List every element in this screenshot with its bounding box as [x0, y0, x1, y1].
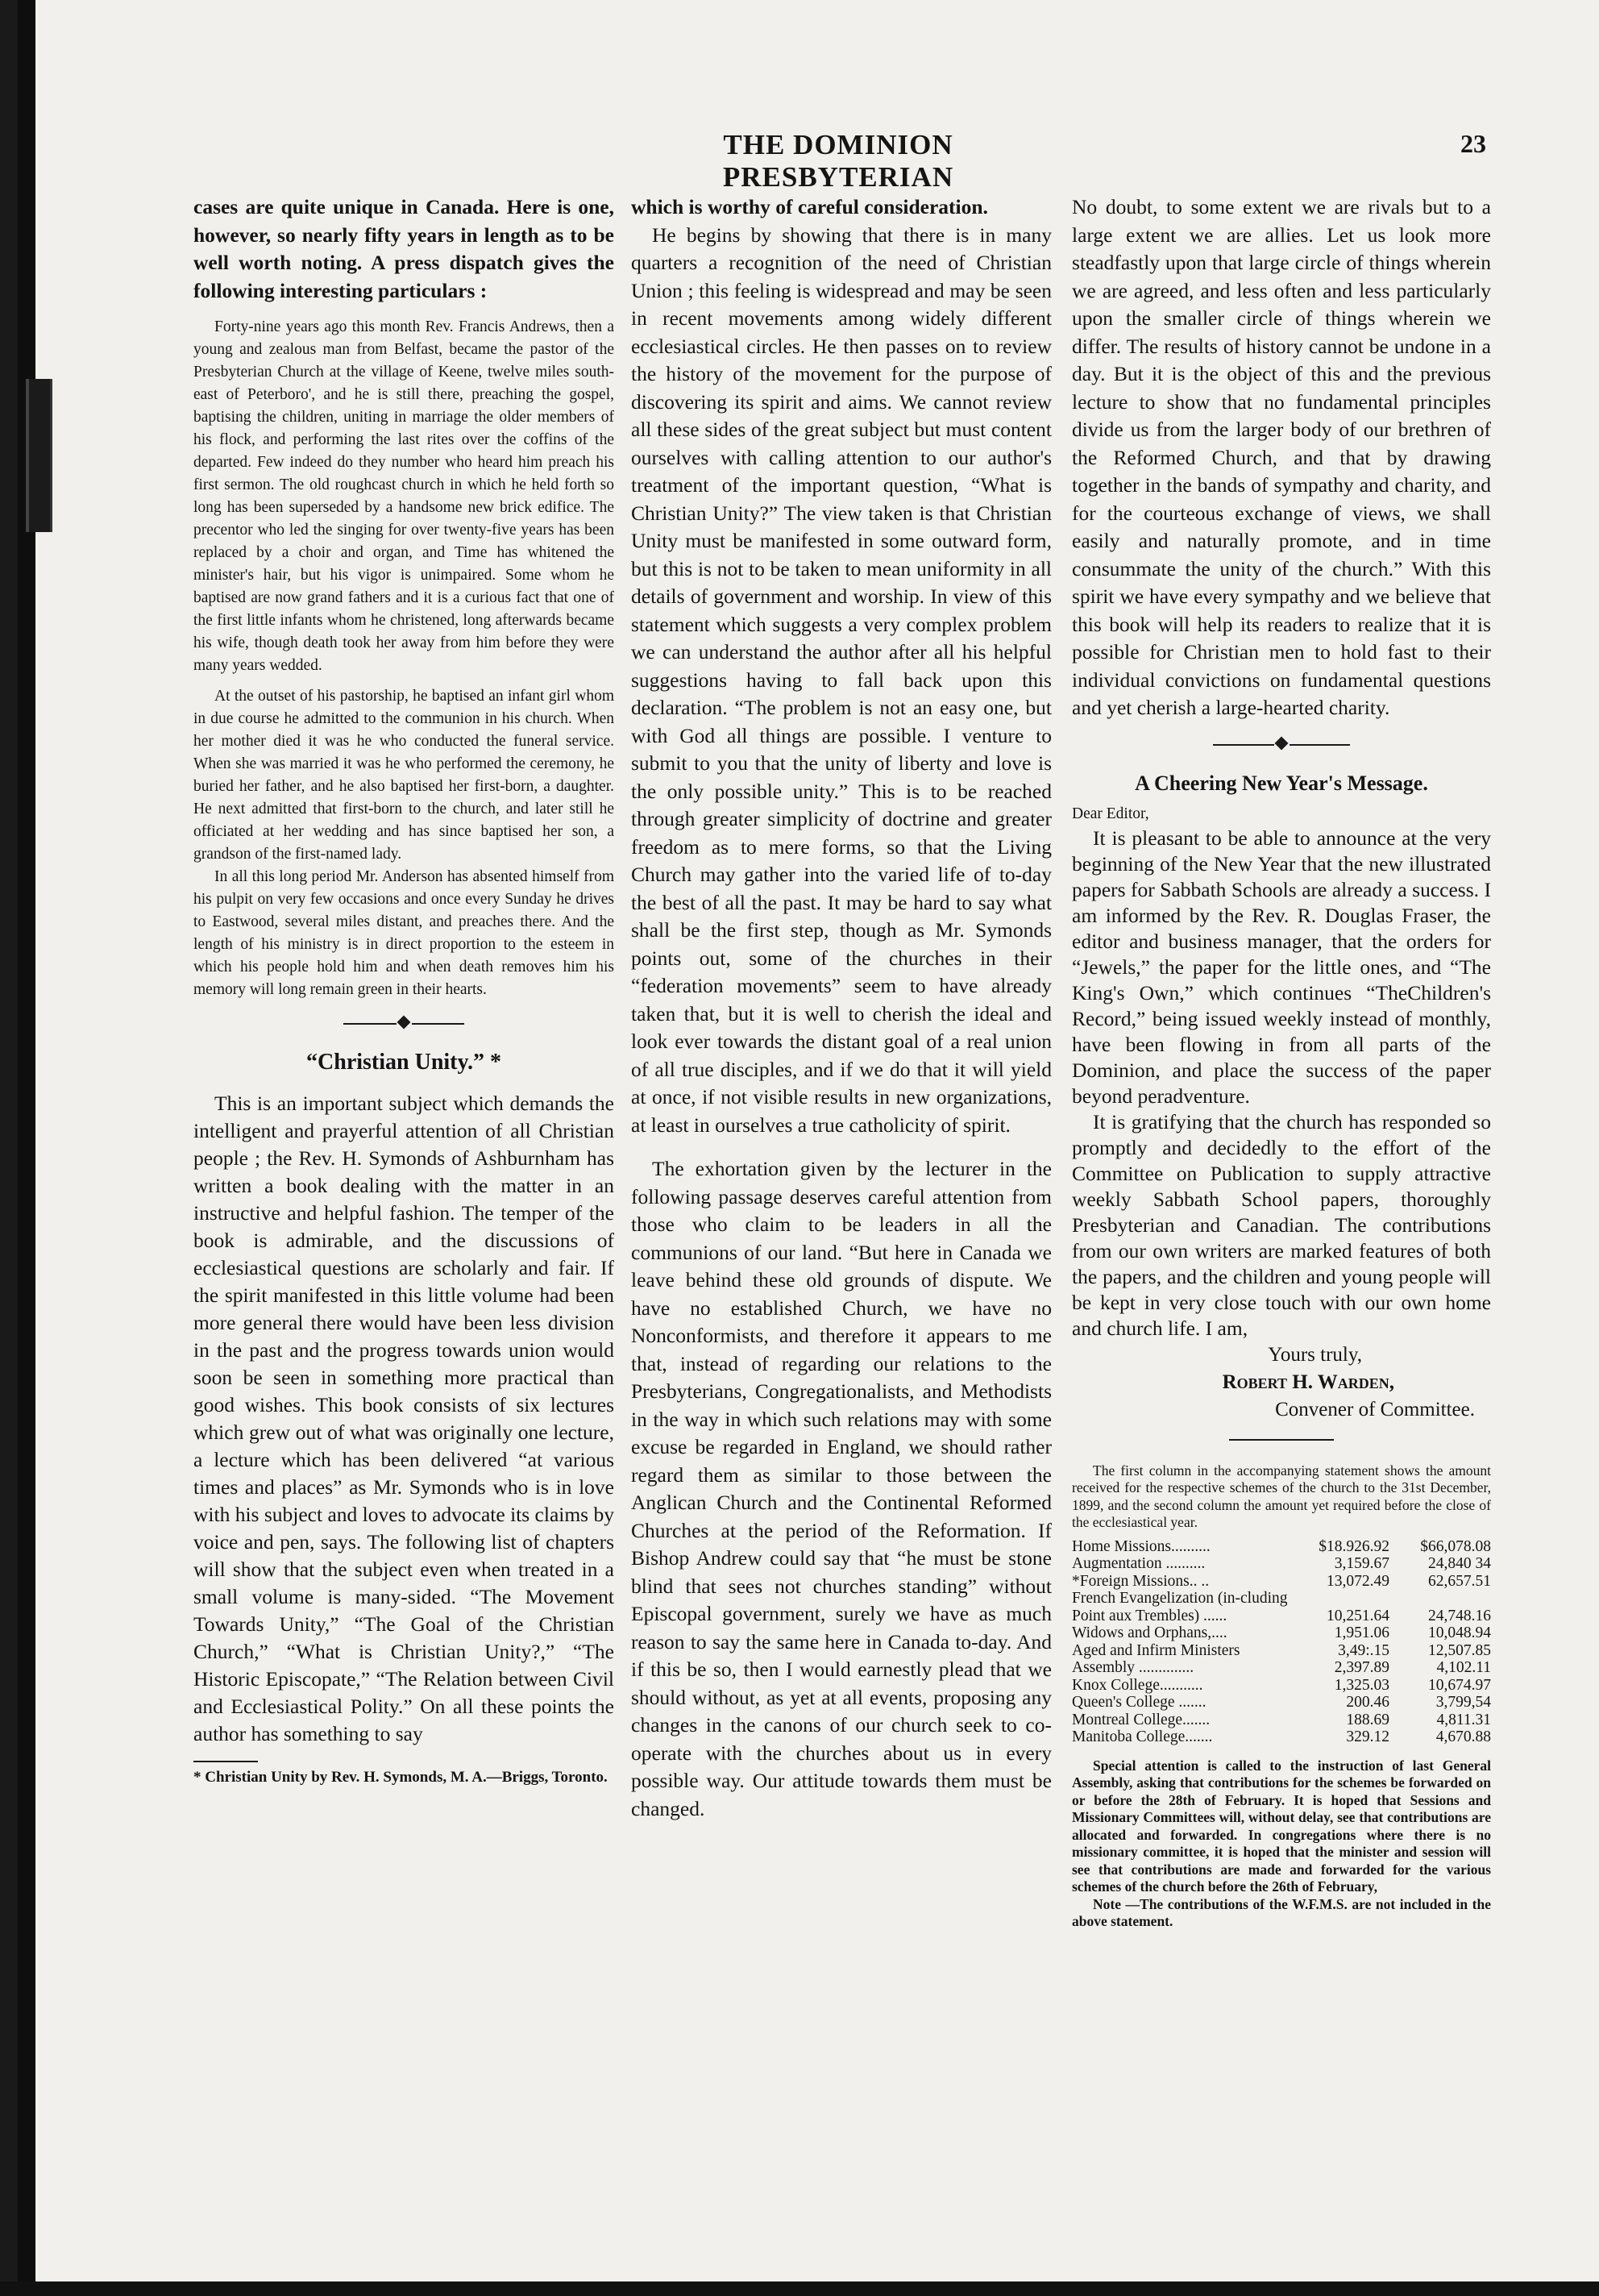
article-paragraph: In all this long period Mr. Anderson has absented himself from his pulpit on very few occasions and once every Sunday he drives to Eastwood, several miles distant, and preaches there. And the length of his ministry is in direct proportion to the esteem in which his people hold him and when death removes him his memory will long remain green in their hearts.: [193, 868, 614, 998]
amount-received: 10,251.64: [1327, 1607, 1389, 1624]
note-paragraph: Note —The contributions of the W.F.M.S. are not included in the above statement.: [1072, 1895, 1491, 1929]
article-paragraph: Forty-nine years ago this month Rev. Francis Andrews, then a young and zealous man from Belfast, became the pastor of the Presbyterian Church at the village of Keene, twelve miles south-east of Peterboro', and he is still there, preaching the gospel, baptising the children, uniting in marriage the older members of his flock, and performing the last rites over the coffins of the departed. Few indeed do they number who heard him preach his first sermon. The old roughcast church in which he held forth so long has been superseded by a handsome new brick edifice. The precentor who led the singing for over twenty-five years has been replaced by a choir and organ, and Time has whitened the minister's hair, but his vigor is unimpaired. Some whom he baptised are now grand fathers and it is a curious fact that one of the first little infants whom he christened, long afterwards became his wife, though death took her away from him before they were many years wedded.: [193, 318, 614, 674]
column-3: [1072, 193, 1491, 1931]
amount-required: 62,657.51: [1428, 1572, 1491, 1590]
scheme-name: Manitoba College.......: [1072, 1728, 1213, 1745]
statement-intro: The first column in the accompanying statement shows the amount received for the respective schemes of the church to the 31st December, 1899, and the second column the amount yet required before the close of the ecclesiastical year.: [1072, 1462, 1491, 1530]
scheme-name: Assembly ..............: [1072, 1659, 1194, 1676]
finance-row: [1072, 1694, 1491, 1712]
finance-row: [1072, 1590, 1491, 1624]
footnote-rule: [193, 1761, 258, 1762]
section-divider: [1213, 734, 1350, 756]
running-head: THE DOMINION PRESBYTERIAN: [722, 129, 954, 193]
article-paragraph: At the outset of his pastorship, he baptised an infant girl whom in due course he admitted to the communion in his church. When her mother died it was he who conducted the funeral service. When she was married it was he who performed the ceremony, he buried her father, and he also baptised her first-born, a daughter. He next admitted that first-born to the church, and later still he officiated at her wedding and has since baptised her son, a grandson of the first-named lady.: [193, 688, 614, 863]
finance-row: [1072, 1555, 1491, 1573]
letter-paragraph: It is pleasant to be able to announce at the very beginning of the New Year that the new illustrated papers for Sabbath Schools are already a success. I am informed by the Rev. R. Douglas Fraser, the editor and business manager, that the orders for “Jewels,” the paper for the little ones, and “The King's Own,” which continues “TheChildren's Record,” being issued weekly instead of monthly, have been flowing in from all parts of the Dominion, and place the success of the paper beyond peradventure.: [1072, 826, 1491, 1108]
amount-required: 10,048.94: [1428, 1624, 1491, 1641]
salutation: Dear Editor,: [1072, 805, 1149, 822]
article-paragraph: This is an important subject which demands the intelligent and prayerful attention of all Christian people ; the Rev. H. Symonds of Ashburnham has written a book dealing with the matter in an instructive and helpful fashion. The temper of the book is admirable, and the discussions of ecclesiastical questions are scholarly and fair. If the spirit manifested in this little volume had been more general there would have been less division in the past and the progress towards union would soon be seen in something more practical than good wishes. This book consists of six lectures which grew out of what was originally one lecture, a lecture which has been delivered “at various times and places” as Mr. Symonds who is in love with his subject and loves to advocate its claims by voice and pen, says. The following list of chapters will show that the subject even when treated in a small volume is many-sided. “The Movement Towards Unity,” “The Goal of the Christian Church,” “What is Christian Unity?,” “The Historic Episcopate,” “The Relation between Civil and Ecclesiastical Polity.” On all these points the author has something to say: [193, 1092, 614, 1745]
scheme-name: Widows and Orphans,....: [1072, 1624, 1227, 1641]
amount-required: 10,674.97: [1428, 1676, 1491, 1694]
section-divider: [343, 1013, 464, 1035]
amount-received: 1,951.06: [1334, 1624, 1389, 1641]
signer-title: Convener of Committee.: [1275, 1398, 1475, 1420]
amount-required: 4,670.88: [1435, 1728, 1491, 1745]
section-heading: A Cheering New Year's Message.: [1135, 771, 1428, 795]
amount-received: 200.46: [1346, 1694, 1389, 1711]
scheme-name: *Foreign Missions.. ..: [1072, 1572, 1210, 1590]
amount-received: 1,325.03: [1334, 1676, 1389, 1694]
scheme-name: Montreal College.......: [1072, 1711, 1211, 1728]
scheme-name: Augmentation ..........: [1072, 1555, 1206, 1572]
amount-received: $18.926.92: [1319, 1537, 1389, 1555]
page-number: 23: [1460, 129, 1486, 158]
notice-paragraph: Special attention is called to the instruction of last General Assembly, asking that contributions for the schemes be forwarded on or before the 28th of February. It is hoped that Sessions and Missionary Committees will, without delay, see that contributions are allocated and forwarded. In congregations where there is no missionary committee, it is hoped that the minister and session will see that contributions are made and forwarded for the various schemes of the church before the 26th of February,: [1072, 1757, 1491, 1895]
amount-received: 13,072.49: [1327, 1572, 1389, 1590]
intro-paragraph: cases are quite unique in Canada. Here is one, however, so nearly fifty years in length as to be well worth noting. A press dispatch gives the following interesting particulars :: [193, 195, 614, 302]
scheme-name: Aged and Infirm Ministers: [1072, 1641, 1240, 1659]
finance-row: [1072, 1712, 1491, 1729]
scheme-name: French Evangelization (in-cluding Point aux Trembles) ......: [1072, 1590, 1288, 1624]
section-divider: [1229, 1429, 1334, 1451]
article-paragraph: He begins by showing that there is in many quarters a recognition of the need of Christian Union ; this feeling is widespread and may be seen in recent movements among widely different ecclesiastical circles. He then passes on to review the history of the movement for the purpose of discovering its spirit and aims. We cannot review all these sides of the great subject but must content ourselves with calling attention to our author's treatment of the important question, “What is Christian Unity?” The view taken is that Christian Unity must be manifested in some outward form, but this is not to be taken to mean uniformity in all details of government and worship. In view of this statement which suggests a very complex problem we can understand the author after all his helpful suggestions having to fall back upon this declaration. “The problem is not an easy one, but with God all things are possible. I venture to submit to you that the unity of liberty and love is the only possible unity.” This is to be reached through greater simplicity of doctrine and greater freedom as to mere forms, so that the Living Church may gather into the varied life of to-day the best of all the past. It may be hard to say what shall be the first step, though as Mr. Symonds points out, some of the churches in their “federation movements” seem to have already taken that, but it is well to cherish the ideal and look ever towards the distant goal of a real union of all true disciples, and if we do that it will yield at once, if not visible results in new organizations, at least in ourselves a true catholicity of spirit.: [631, 223, 1052, 1137]
finance-row: [1072, 1624, 1491, 1642]
amount-required: 24,748.16: [1428, 1607, 1491, 1624]
section-heading: “Christian Unity.” *: [306, 1050, 501, 1075]
article-paragraph: The exhortation given by the lecturer in the following passage deserves careful attention from those who claim to be leaders in all the communions of our land. “But here in Canada we leave behind these old grounds of dispute. We have no established Church, we have no Nonconformists, and therefore it appears to me that, instead of regarding our relations to the Presbyterians, Congregationalists, and Methodists in the way in which such relations may with some excuse be regarded in England, we should rather regard them as similar to those between the Anglican Church and the Continental Reformed Churches at the period of the Reformation. If Bishop Andrew could say that “he must be stone blind that sees not churches standing” without Episcopal government, surely we have as much reason to say the same here in Canada to-day. And if this be so, then I would earnestly plead that we should without, as yet at all events, proposing any changes in the canons of our church seek to co-operate with the churches about us in every possible way. Our attitude towards them must be changed.: [631, 1157, 1052, 1820]
scan-border: [18, 0, 35, 2296]
scheme-name: Queen's College .......: [1072, 1694, 1207, 1711]
amount-required: $66,078.08: [1420, 1537, 1491, 1555]
page-header: [0, 129, 1599, 193]
scan-border: [0, 2281, 1599, 2296]
letter-closing: Yours truly,: [1268, 1343, 1362, 1366]
footnote: * Christian Unity by Rev. H. Symonds, M. A.—Briggs, Toronto.: [193, 1769, 608, 1786]
finance-row: [1072, 1677, 1491, 1695]
article-paragraph: which is worthy of careful consideration.: [631, 195, 988, 218]
finance-row: [1072, 1659, 1491, 1677]
amount-required: 3,799,54: [1435, 1694, 1491, 1711]
article-paragraph: No doubt, to some extent we are rivals but to a large extent we are allies. Let us look more steadfastly upon that large circle of things wherein we are agreed, and less often and less particularly upon the smaller circle of things wherein we differ. The results of history cannot be undone in a day. But it is the object of this and the previous lecture to show that no fundamental principles divide us from the larger body of our brethren of the Reformed Church, and that by drawing together in the bands of sympathy and charity, and for the courteous exchange of views, we shall easily and naturally promote, and in time consummate the unity of the church.” With this spirit we have every sympathy and we believe that this book will help its readers to realize that it is possible for Christian men to hold fast to their individual convictions on fundamental questions and yet cherish a large-hearted charity.: [1072, 195, 1491, 719]
amount-received: 3,49:.15: [1338, 1641, 1389, 1659]
column-2: [631, 193, 1052, 1823]
finance-row: [1072, 1728, 1491, 1746]
finance-row: [1072, 1538, 1491, 1556]
amount-received: 3,159.67: [1334, 1555, 1389, 1572]
finance-table: [1072, 1538, 1491, 1746]
column-1: [193, 193, 614, 1788]
letter-paragraph: It is gratifying that the church has responded so promptly and decidedly to the effort of the Committee on Publication to supply attractive weekly Sabbath School papers, thoroughly Presbyterian and Canadian. The contributions from our own writers are marked features of both the papers, and the children and young people will be kept in very close touch with our own home and church life. I am,: [1072, 1109, 1491, 1340]
scheme-name: Knox College...........: [1072, 1676, 1203, 1694]
amount-received: 2,397.89: [1334, 1659, 1389, 1676]
amount-required: 4,102.11: [1436, 1659, 1491, 1676]
letter-signature: Robert H. Warden,: [1222, 1371, 1394, 1393]
finance-row: [1072, 1573, 1491, 1591]
amount-received: 329.12: [1346, 1728, 1389, 1745]
scheme-name: Home Missions..........: [1072, 1537, 1211, 1555]
finance-row: [1072, 1642, 1491, 1660]
binder-clip: [26, 379, 52, 532]
amount-required: 24,840 34: [1428, 1555, 1491, 1572]
amount-received: 188.69: [1346, 1711, 1389, 1728]
amount-required: 4,811.31: [1436, 1711, 1491, 1728]
amount-required: 12,507.85: [1428, 1641, 1491, 1659]
